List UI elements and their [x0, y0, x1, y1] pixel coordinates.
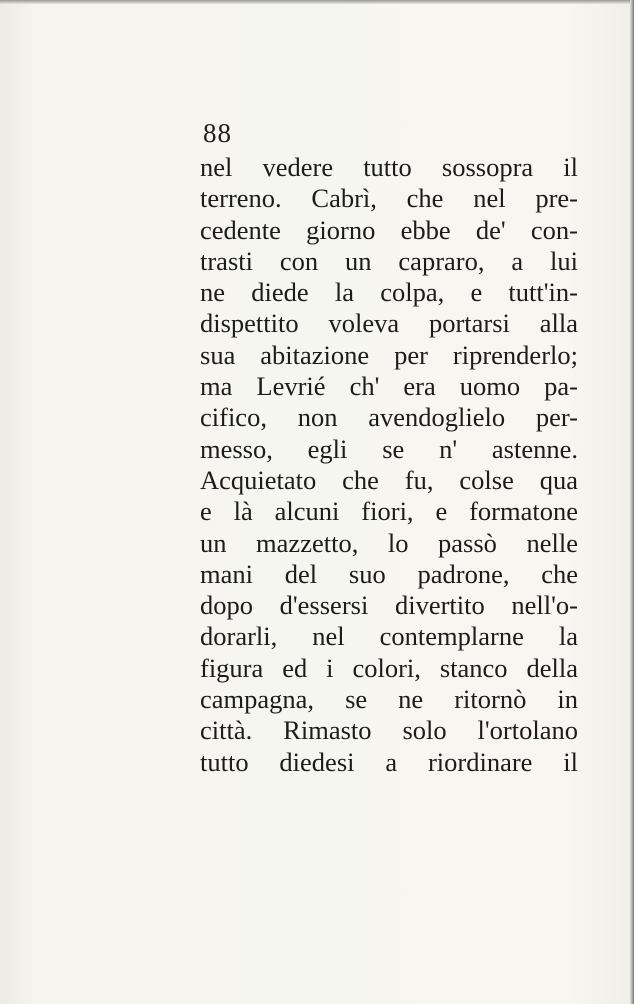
- text-line: terreno. Cabrì, che nel pre-: [200, 183, 578, 214]
- text-line: tutto diedesi a riordinare il: [200, 746, 578, 777]
- text-line: cifico, non avendoglielo per-: [200, 402, 578, 433]
- page-top-edge: [0, 0, 634, 4]
- text-line: e là alcuni fiori, e formatone: [200, 496, 578, 527]
- text-line: ma Levrié ch' era uomo pa-: [200, 371, 578, 402]
- text-line: dispettito voleva portarsi alla: [200, 308, 578, 339]
- text-line: trasti con un capraro, a lui: [200, 245, 578, 276]
- text-line: sua abitazione per riprenderlo;: [200, 339, 578, 370]
- text-line: un mazzetto, lo passò nelle: [200, 527, 578, 558]
- page-number: 88: [203, 118, 232, 148]
- text-line: dorarli, nel contemplarne la: [200, 621, 578, 652]
- text-line: Acquietato che fu, colse qua: [200, 464, 578, 495]
- text-line: figura ed i colori, stanco della: [200, 652, 578, 683]
- body-text: [200, 152, 578, 778]
- text-line: nel vedere tutto sossopra il: [200, 152, 578, 182]
- text-line: ne diede la colpa, e tutt'in-: [200, 277, 578, 308]
- text-line: cedente giorno ebbe de' con-: [200, 214, 578, 245]
- text-line: mani del suo padrone, che: [200, 558, 578, 589]
- text-line: dopo d'essersi divertito nell'o-: [200, 590, 578, 621]
- text-line: messo, egli se n' astenne.: [200, 433, 578, 464]
- text-line: città. Rimasto solo l'ortolano: [200, 715, 578, 746]
- text-line: campagna, se ne ritornò in: [200, 684, 578, 715]
- page-right-edge: [630, 0, 634, 1004]
